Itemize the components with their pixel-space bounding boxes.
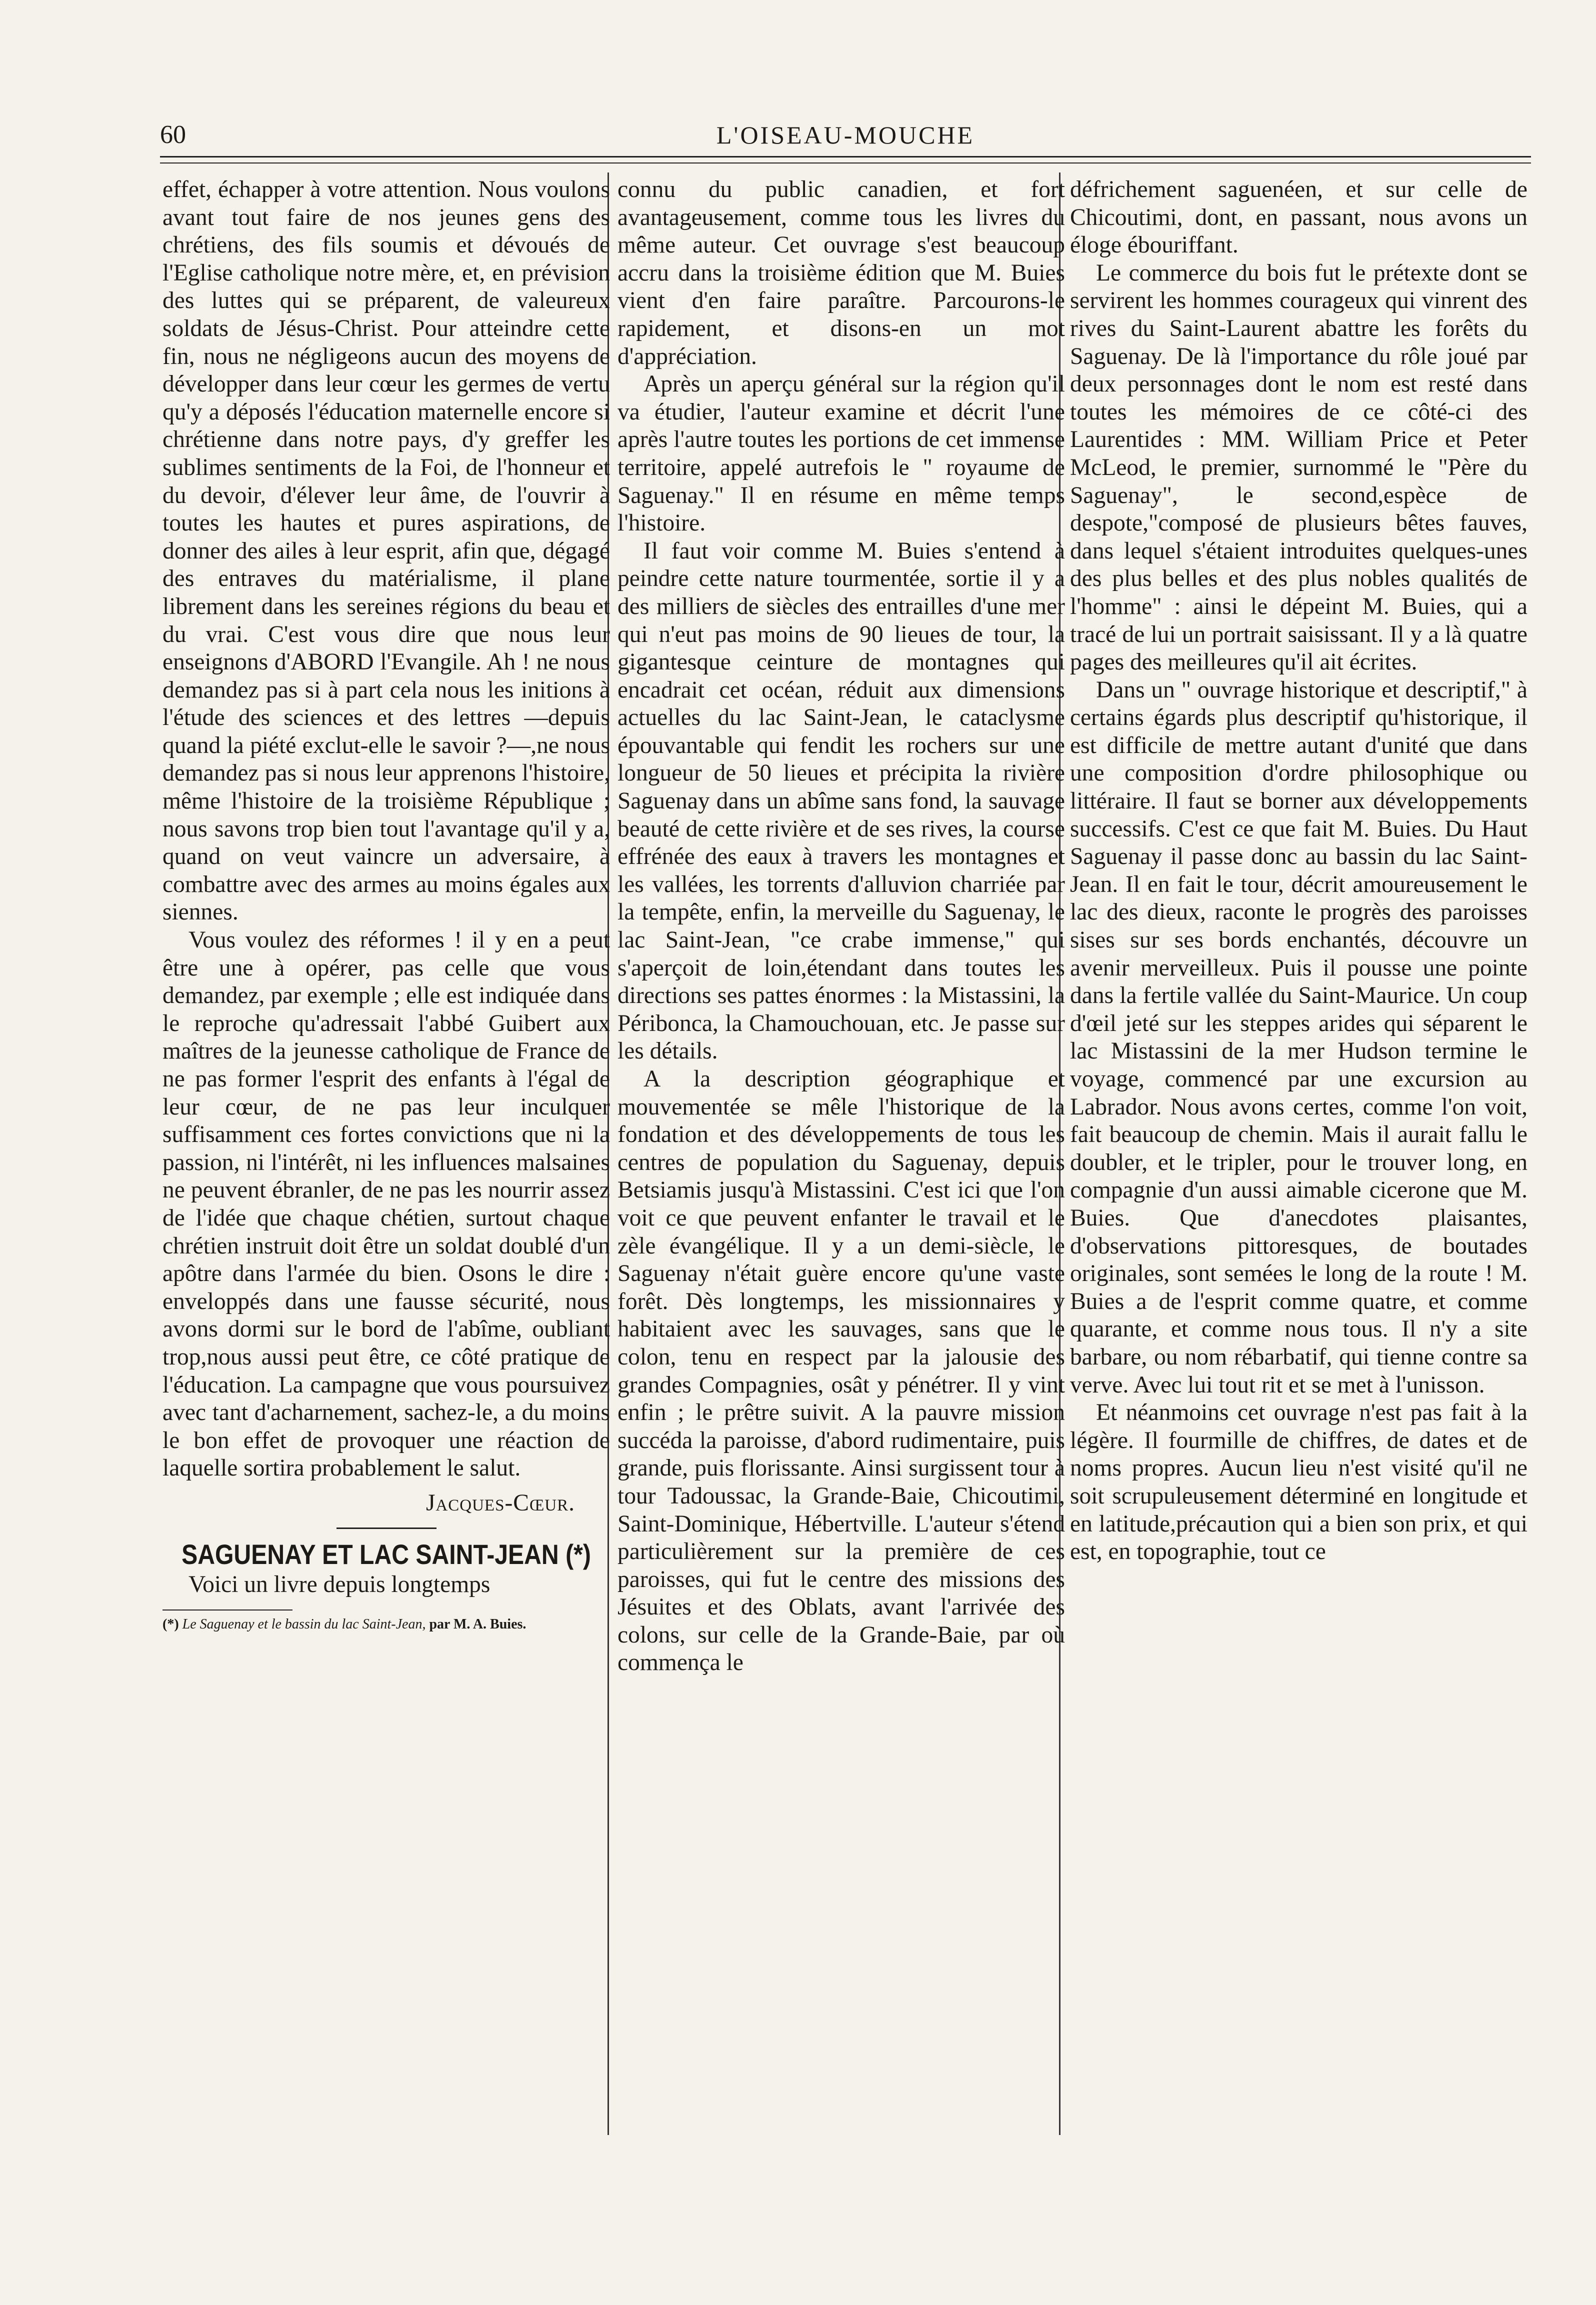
- column-2: [618, 176, 1065, 1677]
- column-3: [1070, 176, 1528, 1566]
- paragraph: Vous voulez des réformes ! il y en a peut être une à opérer, pas celle que vous demandez, par exemple ; elle est indiquée dans le reproche qu'adressait l'abbé Guibert aux maîtres de la jeunesse catholique de France de ne pas former l'esprit des enfants à l'égal de leur cœur, de ne pas leur inculquer suffisamment ces fortes convictions que ni la passion, ni l'intérêt, ni les influences malsaines ne peuvent ébranler, de ne pas les nourrir assez de l'idée que chaque chétien, surtout chaque chrétien instruit doit être un soldat doublé d'un apôtre dans l'armée du bien. Osons le dire : enveloppés dans une fausse sécurité, nous avons dormi sur le bord de l'abîme, oubliant trop,nous aussi peut être, ce côté pratique de l'éducation. La campagne que vous poursuivez avec tant d'acharnement, sachez-le, a du moins le bon effet de provoquer une réaction de laquelle sortira probablement le salut.: [162, 927, 610, 1482]
- column-1: [162, 176, 610, 1634]
- page-header: [160, 120, 1531, 150]
- footnote-text: Le Saguenay et le bassin du lac Saint-Jean,: [182, 1616, 426, 1632]
- paragraph: Voici un livre depuis longtemps: [188, 1571, 490, 1598]
- paragraph: connu du public canadien, et fort avantageusement, comme tous les livres du même auteur. Cet ouvrage s'est beaucoup accru dans la troisième édition que M. Buies vient d'en faire paraître. Parcourons-le rapidement, et disons-en un mot d'appréciation.: [618, 176, 1065, 370]
- article-heading: SAGUENAY ET LAC SAINT-JEAN (*): [182, 1538, 591, 1570]
- author-signature: Jacques-Cœur.: [426, 1490, 575, 1516]
- paragraph: Après un aperçu général sur la région qu'il va étudier, l'auteur examine et décrit l'une après l'autre toutes les portions de cet immense territoire, appelé autrefois le " royaume de Saguenay." Il en résume en même temps l'histoire.: [618, 371, 1065, 536]
- footnote-author: par M. A. Buies.: [429, 1616, 526, 1632]
- footnote: [162, 1616, 610, 1634]
- paragraph: A la description géographique et mouvementée se mêle l'historique de la fondation et des développements de tous les centres de population du Saguenay, depuis Betsiamis jusqu'à Mistassini. C'est ici que l'on voit ce que peuvent enfanter le travail et le zèle évangélique. Il y a un demi-siècle, le Saguenay n'était guère encore qu'une vaste forêt. Dès longtemps, les missionnaires y habitaient avec les sauvages, sans que le colon, tenu en respect par la jalousie des grandes Compagnies, osât y pénétrer. Il y vint enfin ; le prêtre suivit. A la pauvre mission succéda la paroisse, d'abord rudimentaire, puis grande, puis florissante. Ainsi surgissent tour à tour Tadoussac, la Grande-Baie, Chicoutimi, Saint-Dominique, Hébertville. L'auteur s'étend particulièrement sur la première de ces paroisses, qui fut le centre des missions des Jésuites et des Oblats, avant l'arrivée des colons, sur celle de la Grande-Baie, par où commença le: [618, 1066, 1065, 1676]
- paragraph: Dans un " ouvrage historique et descriptif," à certains égards plus descriptif qu'historique, il est difficile de mettre autant d'unité que dans une composition d'ordre philosophique ou littéraire. Il faut se borner aux développements successifs. C'est ce que fait M. Buies. Du Haut Saguenay il passe donc au bassin du lac Saint-Jean. Il en fait le tour, décrit amoureusement le lac des dieux, raconte le progrès des paroisses sises sur ses bords enchantés, découvre un avenir merveilleux. Puis il pousse une pointe dans la fertile vallée du Saint-Maurice. Un coup d'œil jeté sur les steppes arides qui séparent le lac Mistassini de la mer Hudson termine le voyage, commencé par une excursion au Labrador. Nous avons certes, comme l'on voit, fait beaucoup de chemin. Mais il aurait fallu le doubler, et le tripler, pour le trouver long, en compagnie d'un aussi aimable cicerone que M. Buies. Que d'anecdotes plaisantes, d'observations pittoresques, de boutades originales, sont semées le long de la route ! M. Buies a de l'esprit comme quatre, et comme quarante, et comme nous tous. Il n'y a site barbare, ou nom rébarbatif, qui tienne contre sa verve. Avec lui tout rit et se met à l'unisson.: [1070, 676, 1528, 1398]
- header-rule: [160, 156, 1531, 164]
- running-title: L'OISEAU-MOUCHE: [716, 121, 975, 149]
- page-number: 60: [160, 120, 186, 149]
- footnote-mark: (*): [162, 1616, 179, 1632]
- paragraph: Le commerce du bois fut le prétexte dont se servirent les hommes courageux qui vinrent des rives du Saint-Laurent abattre les forêts du Saguenay. De là l'importance du rôle joué par deux personnages dont le nom est resté dans toutes les mémoires de ce côté-ci des Laurentides : MM. William Price et Peter McLeod, le premier, surnommé le "Père du Saguenay", le second,espèce de despote,"composé de plusieurs bêtes fauves, dans lequel s'étaient introduites quelques-unes des plus belles et des plus nobles qualités de l'homme" : ainsi le dépeint M. Buies, qui a tracé de lui un portrait saisissant. Il y a là quatre pages des meilleures qu'il ait écrites.: [1070, 260, 1528, 676]
- paragraph: Et néanmoins cet ouvrage n'est pas fait à la légère. Il fourmille de chiffres, de dates et de noms propres. Aucun lieu n'est visité qu'il ne soit scrupuleusement déterminé en longitude et en latitude,précaution qui a bien son prix, et qui est, en topographie, tout ce: [1070, 1400, 1528, 1565]
- paragraph: effet, échapper à votre attention. Nous voulons avant tout faire de nos jeunes gens des chrétiens, des fils soumis et dévoués de l'Eglise catholique notre mère, et, en prévision des luttes qui se préparent, de valeureux soldats de Jésus-Christ. Pour atteindre cette fin, nous ne négligeons aucun des moyens de développer dans leur cœur les germes de vertu qu'y a déposés l'éducation maternelle encore si chrétienne dans notre pays, d'y greffer les sublimes sentiments de la Foi, de l'honneur et du devoir, d'élever leur âme, de l'ouvrir à toutes les hautes et pures aspirations, de donner des ailes à leur esprit, afin que, dégagé des entraves du matérialisme, il plane librement dans les sereines régions du beau et du vrai. C'est vous dire que nous leur enseignons d'ABORD l'Evangile. Ah ! ne nous demandez pas si à part cela nous les initions à l'étude des sciences et des lettres —depuis quand la piété exclut-elle le savoir ?—,ne nous demandez pas si nous leur apprenons l'histoire, même l'histoire de la troisième République ; nous savons trop bien tout l'avantage qu'il y a, quand on veut vaincre un adversaire, à combattre avec des armes au moins égales aux siennes.: [162, 176, 610, 926]
- paragraph: défrichement saguenéen, et sur celle de Chicoutimi, dont, en passant, nous avons un éloge ébouriffant.: [1070, 176, 1528, 258]
- paragraph: Il faut voir comme M. Buies s'entend à peindre cette nature tourmentée, sortie il y a des milliers de siècles des entrailles d'une mer qui n'eut pas moins de 90 lieues de tour, la gigantesque ceinture de montagnes qui encadrait cet océan, réduit aux dimensions actuelles du lac Saint-Jean, le cataclysme épouvantable qui fendit les rochers sur une longueur de 50 lieues et précipita la rivière Saguenay dans un abîme sans fond, la sauvage beauté de cette rivière et de ses rives, la course effrénée des eaux à travers les montagnes et les vallées, les torrents d'alluvion charriée par la tempête, enfin, la merveille du Saguenay, le lac Saint-Jean, "ce crabe immense," qui s'aperçoit de loin,étendant dans toutes les directions ses pattes énormes : la Mistassini, la Péribonca, la Chamouchouan, etc. Je passe sur les détails.: [618, 538, 1065, 1064]
- section-rule: [336, 1528, 436, 1529]
